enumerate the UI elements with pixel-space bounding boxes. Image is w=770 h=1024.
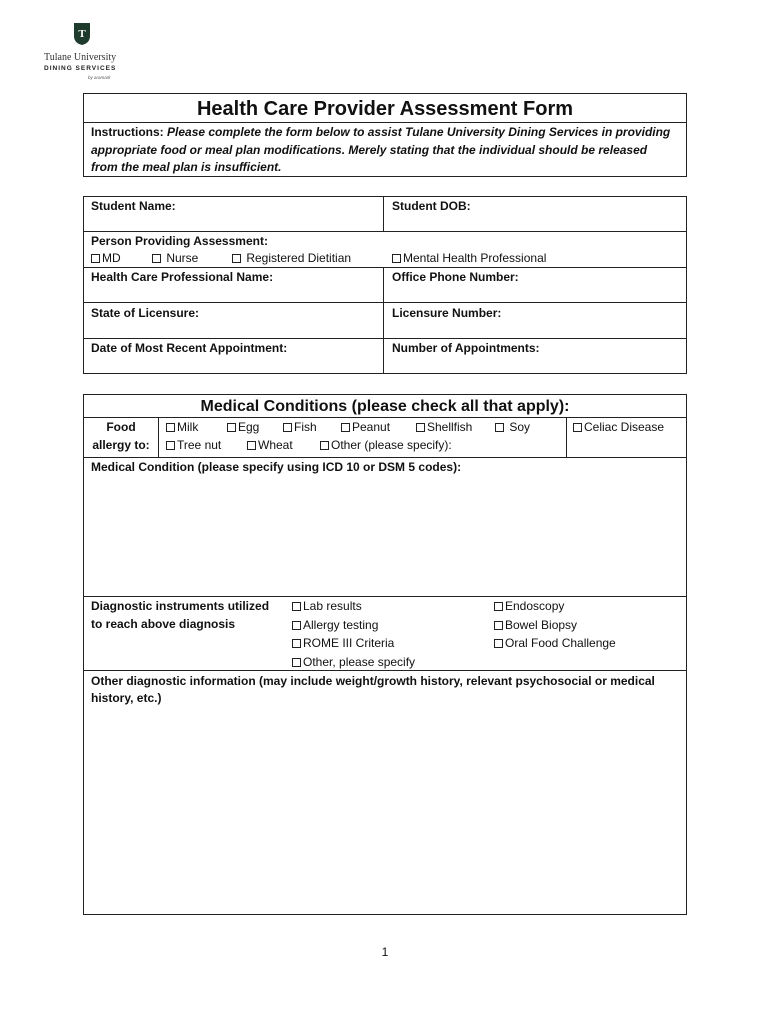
student-name-field[interactable]: Student Name: — [91, 199, 176, 213]
lab-results-checkbox[interactable] — [292, 602, 301, 611]
fish-checkbox[interactable] — [283, 423, 292, 432]
diag-lab-results[interactable]: Lab results — [292, 599, 362, 613]
diagnostic-label-2: to reach above diagnosis — [91, 617, 236, 631]
num-appointments-field[interactable]: Number of Appointments: — [392, 341, 540, 355]
instructions-text-1: Please complete the form below to assist Tulane University Dining Services in providing — [167, 125, 671, 139]
page-number: 1 — [381, 945, 389, 959]
milk-checkbox[interactable] — [166, 423, 175, 432]
form-title: Health Care Provider Assessment Form — [196, 98, 574, 120]
endoscopy-checkbox[interactable] — [494, 602, 503, 611]
diag-oral-food-challenge[interactable]: Oral Food Challenge — [494, 636, 616, 650]
option-mental-health-professional[interactable]: Mental Health Professional — [392, 251, 546, 265]
allergen-soy[interactable]: Soy — [495, 420, 530, 434]
celiac-checkbox[interactable] — [573, 423, 582, 432]
instructions-line-3: from the meal plan is insufficient. — [91, 160, 282, 174]
allergen-milk[interactable]: Milk — [166, 420, 198, 434]
logo-byline-text: by aramark — [88, 75, 111, 80]
tree-nut-checkbox[interactable] — [166, 441, 175, 450]
instructions-line-1 — [91, 125, 670, 139]
allergen-egg[interactable]: Egg — [227, 420, 259, 434]
diag-rome-criteria[interactable]: ROME III Criteria — [292, 636, 394, 650]
food-allergy-label-2: allergy to: — [92, 438, 150, 452]
diag-bowel-biopsy[interactable]: Bowel Biopsy — [494, 618, 577, 632]
diag-allergy-testing[interactable]: Allergy testing — [292, 618, 378, 632]
soy-checkbox[interactable] — [495, 423, 504, 432]
diagnostic-label-1: Diagnostic instruments utilized — [91, 599, 270, 613]
allergen-other[interactable]: Other (please specify): — [320, 438, 452, 452]
food-allergy-label-1: Food — [106, 420, 136, 434]
option-nurse[interactable]: Nurse — [152, 251, 198, 265]
allergy-testing-checkbox[interactable] — [292, 621, 301, 630]
logo-dining-text: DINING SERVICES — [44, 65, 117, 72]
md-checkbox[interactable] — [91, 254, 100, 263]
diag-other-checkbox[interactable] — [292, 658, 301, 667]
allergen-wheat[interactable]: Wheat — [247, 438, 293, 452]
hcp-name-field[interactable]: Health Care Professional Name: — [91, 270, 274, 284]
instructions-line-2: appropriate food or meal plan modifications. Merely stating that the individual should be released — [91, 143, 648, 157]
shellfish-checkbox[interactable] — [416, 423, 425, 432]
nurse-checkbox[interactable] — [152, 254, 161, 263]
allergen-peanut[interactable]: Peanut — [341, 420, 390, 434]
rome-criteria-checkbox[interactable] — [292, 639, 301, 648]
allergen-shellfish[interactable]: Shellfish — [416, 420, 472, 434]
bowel-biopsy-checkbox[interactable] — [494, 621, 503, 630]
peanut-checkbox[interactable] — [341, 423, 350, 432]
option-registered-dietitian[interactable]: Registered Dietitian — [232, 251, 351, 265]
svg-text:T: T — [78, 28, 86, 40]
diag-other[interactable]: Other, please specify — [292, 655, 415, 669]
diag-endoscopy[interactable]: Endoscopy — [494, 599, 564, 613]
other-allergen-checkbox[interactable] — [320, 441, 329, 450]
medical-conditions-title: Medical Conditions (please check all that apply): — [200, 398, 570, 415]
rd-checkbox[interactable] — [232, 254, 241, 263]
state-licensure-field[interactable]: State of Licensure: — [91, 306, 200, 320]
wheat-checkbox[interactable] — [247, 441, 256, 450]
medical-condition-field[interactable]: Medical Condition (please specify using ICD 10 or DSM 5 codes): — [91, 460, 462, 474]
allergen-tree-nut[interactable]: Tree nut — [166, 438, 221, 452]
person-providing-label: Person Providing Assessment: — [91, 234, 268, 248]
other-diagnostic-info-field[interactable]: Other diagnostic information (may include weight/growth history, relevant psychosocial or medical — [91, 674, 655, 688]
celiac-disease-option[interactable]: Celiac Disease — [573, 420, 664, 434]
recent-appointment-field[interactable]: Date of Most Recent Appointment: — [91, 341, 288, 355]
other-diagnostic-info-line-2: history, etc.) — [91, 691, 162, 705]
allergen-fish[interactable]: Fish — [283, 420, 317, 434]
licensure-number-field[interactable]: Licensure Number: — [392, 306, 502, 320]
tulane-dining-logo — [44, 22, 124, 84]
mhp-checkbox[interactable] — [392, 254, 401, 263]
option-md[interactable]: MD — [91, 251, 121, 265]
logo-university-text: Tulane University — [44, 52, 117, 63]
oral-food-challenge-checkbox[interactable] — [494, 639, 503, 648]
instructions-label: Instructions: — [91, 125, 164, 139]
office-phone-field[interactable]: Office Phone Number: — [392, 270, 519, 284]
student-dob-field[interactable]: Student DOB: — [392, 199, 471, 213]
tulane-shield-icon — [72, 22, 92, 46]
egg-checkbox[interactable] — [227, 423, 236, 432]
